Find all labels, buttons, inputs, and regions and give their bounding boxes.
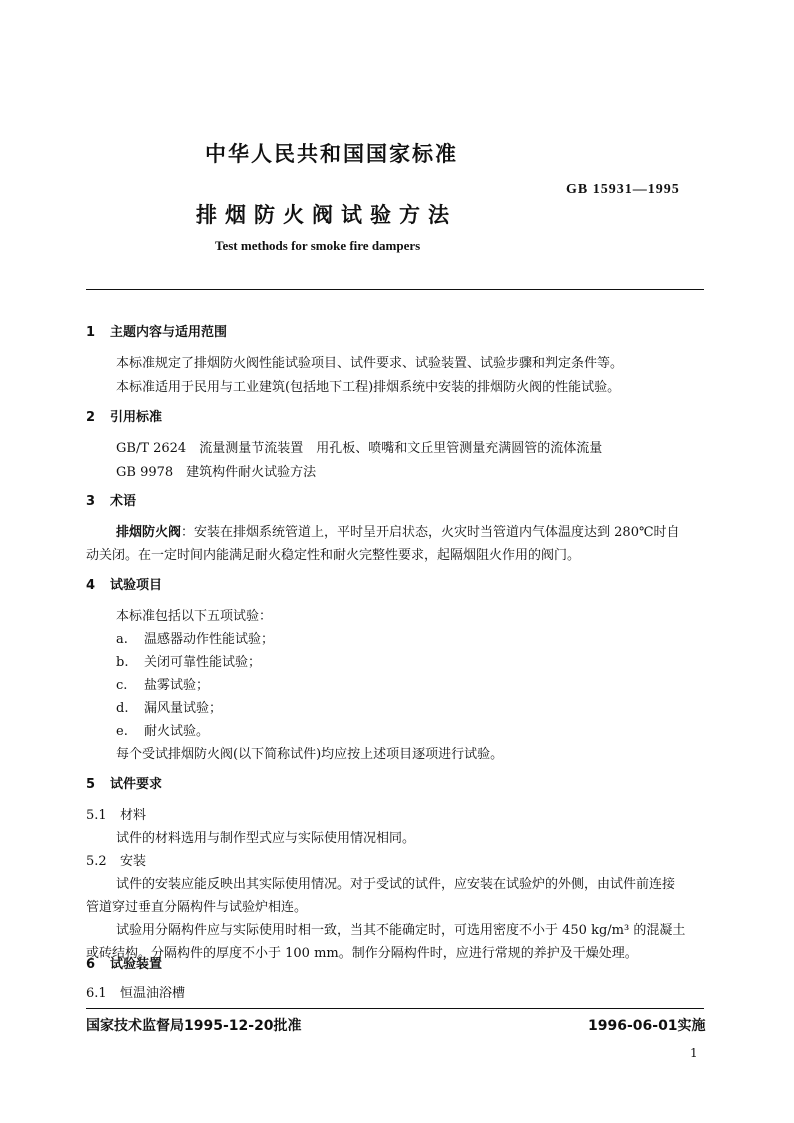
- document-title-english: Test methods for smoke fire dampers: [215, 238, 421, 253]
- subsection-5-2-heading: [86, 850, 146, 869]
- term-definition: ：安装在排烟系统管道上，平时呈开启状态，火灾时当管道内气体温度达到 280℃时自: [181, 525, 680, 540]
- list-item: [116, 674, 209, 693]
- subsection-title: 材料: [120, 808, 147, 823]
- section-title: 试验装置: [110, 957, 163, 972]
- approval-date: 国家技术监督局1995-12-20批准: [86, 1018, 302, 1034]
- section-number: 3: [86, 494, 96, 509]
- section-5-heading: [86, 773, 162, 792]
- reference-gbt-2624: GB/T 2624 流量测量节流装置 用孔板、喷嘴和文丘里管测量充满圆管的流体流量: [116, 441, 603, 456]
- reference-gb-9978: GB 9978 建筑构件耐火试验方法: [116, 465, 317, 480]
- subsection-6-1-heading: [86, 982, 185, 1001]
- section-title: 术语: [110, 494, 137, 509]
- section-title: 主题内容与适用范围: [110, 325, 228, 340]
- term-definition-line-2: 动关闭。在一定时间内能满足耐火稳定性和耐火完整性要求，起隔烟阻火作用的阀门。: [86, 548, 581, 563]
- subsection-5-1-text: 试件的材料选用与制作型式应与实际使用情况相同。: [116, 831, 416, 846]
- test-items-closing: 每个受试排烟防火阀(以下简称试件)均应按上述项目逐项进行试验。: [116, 747, 504, 762]
- section-1-paragraph-2: 本标准适用于民用与工业建筑(包括地下工程)排烟系统中安装的排烟防火阀的性能试验。: [116, 380, 621, 395]
- section-number: 5: [86, 777, 96, 792]
- list-item-text: 耐火试验。: [144, 724, 210, 739]
- standard-code: GB 15931—1995: [566, 182, 680, 197]
- subsection-5-2-paragraph-2-line-2: 或砖结构。分隔构件的厚度不小于 100 mm。制作分隔构件时，应进行常规的养护及干燥处理。: [86, 946, 638, 961]
- subsection-number: 5.1: [86, 808, 107, 823]
- implementation-date: 1996-06-01实施: [588, 1018, 706, 1034]
- section-number: 2: [86, 410, 96, 425]
- list-item-label: d.: [116, 701, 129, 716]
- subsection-title: 恒温油浴槽: [120, 986, 186, 1001]
- term-definition-line-1: [116, 521, 680, 540]
- list-item-text: 漏风量试验；: [144, 701, 223, 716]
- list-item-text: 盐雾试验；: [144, 678, 210, 693]
- test-items-intro: 本标准包括以下五项试验：: [116, 609, 273, 624]
- list-item-label: b.: [116, 655, 129, 670]
- footer-divider: [86, 1008, 704, 1009]
- section-number: 6: [86, 957, 96, 972]
- list-item: [116, 651, 261, 670]
- subsection-number: 5.2: [86, 854, 107, 869]
- list-item: [116, 628, 274, 647]
- header-divider: [86, 289, 704, 290]
- section-title: 试验项目: [110, 578, 163, 593]
- subsection-5-2-paragraph-2-line-1: 试验用分隔构件应与实际使用时相一致，当其不能确定时，可选用密度不小于 450 kg/m³ 的混凝土: [116, 923, 686, 938]
- subsection-number: 6.1: [86, 986, 107, 1001]
- section-1-heading: [86, 321, 227, 340]
- list-item-label: e.: [116, 724, 128, 739]
- subsection-5-2-paragraph-1-line-1: 试件的安装应能反映出其实际使用情况。对于受试的试件，应安装在试验炉的外侧，由试件前连接: [116, 877, 676, 892]
- section-title: 引用标准: [110, 410, 163, 425]
- document-title: 排烟防火阀试验方法: [196, 203, 457, 227]
- section-3-heading: [86, 490, 136, 509]
- list-item-label: a.: [116, 632, 128, 647]
- section-number: 1: [86, 325, 96, 340]
- list-item-label: c.: [116, 678, 128, 693]
- section-2-heading: [86, 406, 162, 425]
- subsection-5-2-paragraph-1-line-2: 管道穿过垂直分隔构件与试验炉相连。: [86, 900, 308, 915]
- section-number: 4: [86, 578, 96, 593]
- list-item-text: 温感器动作性能试验；: [144, 632, 275, 647]
- subsection-title: 安装: [120, 854, 147, 869]
- list-item: [116, 697, 222, 716]
- national-standard-heading: 中华人民共和国国家标准: [205, 142, 458, 166]
- page-number: 1: [690, 1046, 698, 1060]
- term-name: 排烟防火阀: [116, 525, 182, 540]
- section-6-heading: [86, 953, 162, 972]
- list-item-text: 关闭可靠性能试验；: [144, 655, 262, 670]
- section-title: 试件要求: [110, 777, 163, 792]
- section-1-paragraph-1: 本标准规定了排烟防火阀性能试验项目、试件要求、试验装置、试验步骤和判定条件等。: [116, 356, 624, 371]
- section-4-heading: [86, 574, 162, 593]
- subsection-5-1-heading: [86, 804, 146, 823]
- list-item: [116, 720, 209, 739]
